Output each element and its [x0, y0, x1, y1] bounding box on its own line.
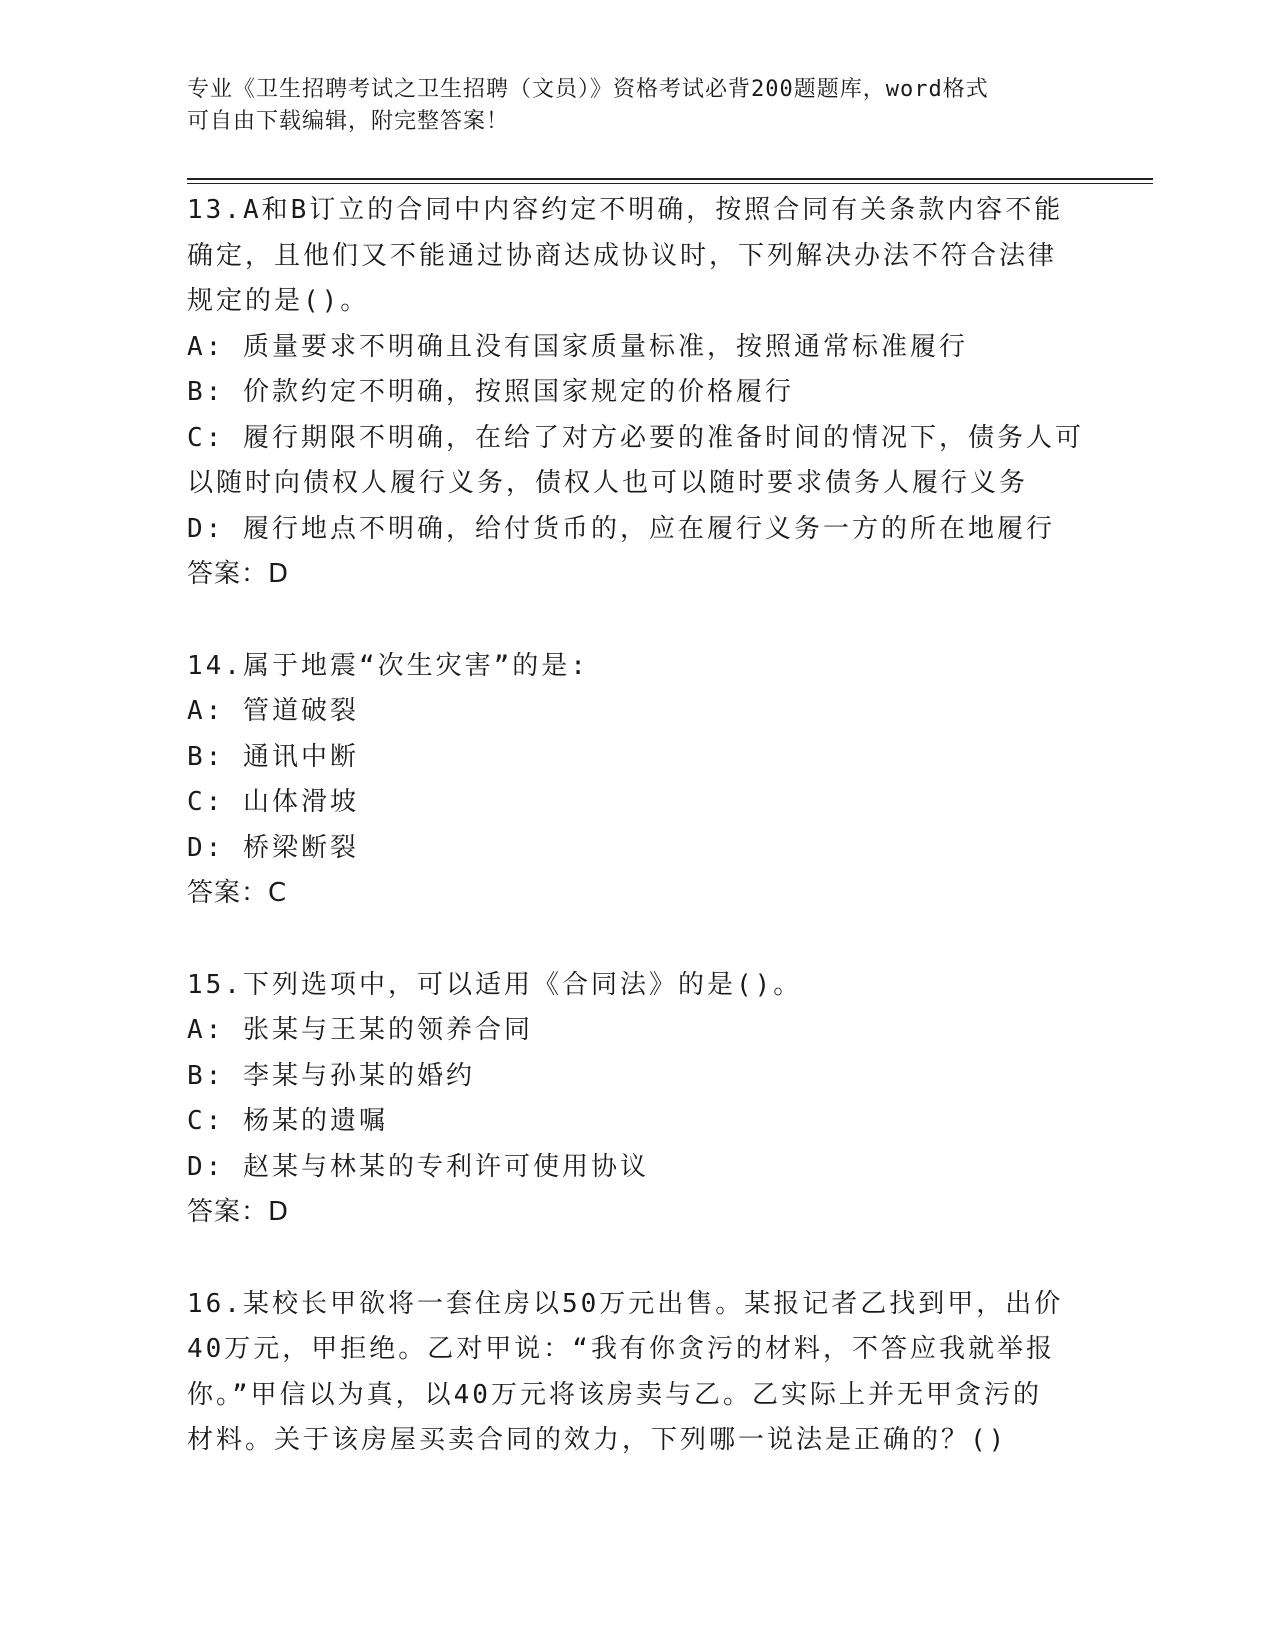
answer-option — [187, 826, 1087, 872]
answer-option-line: C: 履行期限不明确，在给了对方必要的准备时间的情况下，债务人可 — [187, 422, 1084, 453]
question-block — [187, 963, 1087, 1236]
question-stem-line: 材料。关于该房屋买卖合同的效力，下列哪一说法是正确的？() — [187, 1425, 1008, 1455]
answer-option — [187, 689, 1087, 735]
answer-option-line: 以随时向债权人履行义务，债权人也可以随时要求债务人履行义务 — [187, 468, 1029, 498]
answer-option — [187, 1054, 1087, 1100]
answer-option-line: A: 质量要求不明确且没有国家质量标准，按照通常标准履行 — [187, 331, 968, 362]
answer-key: 答案：D — [187, 1197, 290, 1227]
question-block — [187, 644, 1087, 917]
answer-option-line: C: 山体滑坡 — [187, 787, 359, 817]
header-line-2: 可自由下载编辑，附完整答案！ — [187, 109, 510, 134]
question-stem-line: 确定，且他们又不能通过协商达成协议时，下列解决办法不符合法律 — [187, 240, 1058, 271]
question-stem-line: 你。”甲信以为真，以40万元将该房卖与乙。乙实际上并无甲贪污的 — [187, 1379, 1042, 1410]
question-spacer — [187, 598, 1087, 644]
document-header — [187, 74, 1087, 138]
question-block — [187, 188, 1087, 598]
answer-option-line: B: 通讯中断 — [187, 741, 359, 772]
answer-option-line: D: 桥梁断裂 — [187, 832, 359, 863]
answer-option-line: B: 价款约定不明确，按照国家规定的价格履行 — [187, 377, 794, 407]
question-stem-line: 40万元，甲拒绝。乙对甲说：“我有你贪污的材料，不答应我就举报 — [187, 1334, 1055, 1364]
question-stem-line: 14.属于地震“次生灾害”的是: — [187, 650, 589, 681]
question-stem-line: 16.某校长甲欲将一套住房以50万元出售。某报记者乙找到甲，出价 — [187, 1288, 1064, 1319]
answer-option-line: A: 张某与王某的领养合同 — [187, 1015, 533, 1045]
header-divider-thin — [187, 183, 1153, 184]
answer-option — [187, 1145, 1087, 1191]
answer-key: 答案：C — [187, 878, 288, 908]
answer-key: 答案：D — [187, 559, 290, 589]
answer-option — [187, 1008, 1087, 1054]
answer-option — [187, 1099, 1087, 1145]
answer-option — [187, 780, 1087, 826]
answer-option — [187, 507, 1087, 553]
question-stem-line: 15.下列选项中，可以适用《合同法》的是()。 — [187, 969, 803, 1000]
question-stem-line: 规定的是()。 — [187, 286, 370, 316]
answer-option — [187, 735, 1087, 781]
answer-option-line: A: 管道破裂 — [187, 696, 359, 726]
question-list — [187, 188, 1087, 1464]
header-line-1: 专业《卫生招聘考试之卫生招聘（文员）》资格考试必背200题题库，word格式 — [187, 77, 989, 102]
question-spacer — [187, 1236, 1087, 1282]
answer-option-line: D: 履行地点不明确，给付货币的，应在履行义务一方的所在地履行 — [187, 513, 1055, 544]
answer-option-line: C: 杨某的遗嘱 — [187, 1106, 388, 1136]
answer-option — [187, 416, 1087, 507]
question-spacer — [187, 917, 1087, 963]
answer-option — [187, 370, 1087, 416]
answer-option — [187, 325, 1087, 371]
header-divider-thick — [187, 178, 1153, 180]
question-stem-line: 13.A和B订立的合同中内容约定不明确，按照合同有关条款内容不能 — [187, 195, 1064, 225]
question-block — [187, 1282, 1087, 1464]
answer-option-line: B: 李某与孙某的婚约 — [187, 1060, 475, 1091]
answer-option-line: D: 赵某与林某的专利许可使用协议 — [187, 1151, 649, 1182]
